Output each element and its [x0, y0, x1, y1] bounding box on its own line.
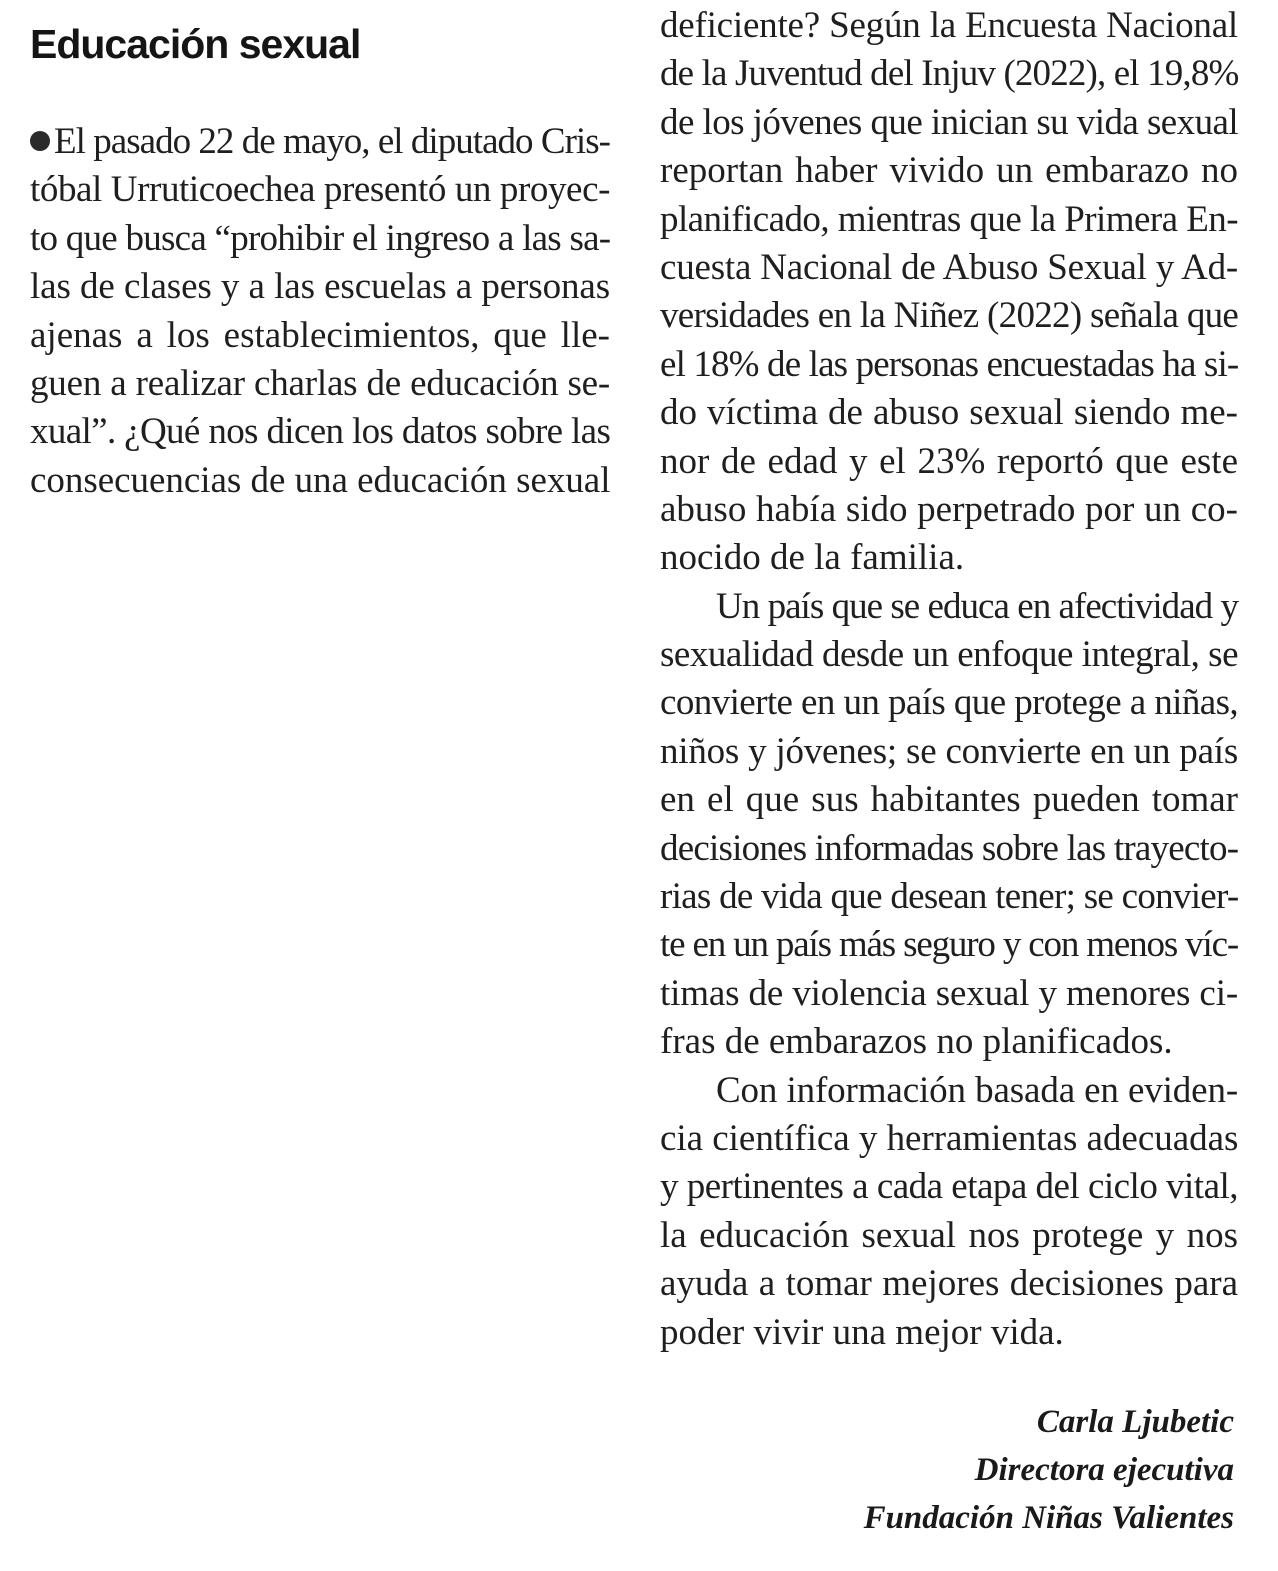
bullet-icon	[30, 131, 50, 151]
text-line: niños y jóvenes; se convierte en un país	[660, 730, 1238, 772]
text-line: fras de embarazos no planificados.	[660, 1021, 1173, 1063]
text-line: do víctima de abuso sexual siendo me-	[660, 392, 1238, 434]
text-line: ajenas a los establecimientos, que lle-	[30, 314, 610, 356]
text-line: deficiente? Según la Encuesta Nacional	[660, 5, 1238, 46]
text-line: guen a realizar charlas de educación se-	[30, 362, 610, 404]
text-line: decisiones informadas sobre las trayecto-	[660, 827, 1239, 869]
text-line: reportan haber vivido un embarazo no	[660, 150, 1238, 192]
text-line: versidades en la Niñez (2022) señala que	[660, 295, 1239, 337]
text-line-content: El pasado 22 de mayo, el diputado Cris-	[54, 121, 610, 162]
author-role: Directora ejecutiva	[974, 1452, 1234, 1488]
signature-block	[864, 1398, 1234, 1542]
text-line: de los jóvenes que inician su vida sexual	[660, 101, 1239, 143]
right-column	[660, 2, 1238, 1357]
text-line: rias de vida que desean tener; se convier-	[660, 876, 1239, 918]
text-line: cia científica y herramientas adecuadas	[660, 1117, 1239, 1159]
text-line: las de clases y a las escuelas a personas	[30, 266, 610, 308]
text-line: timas de violencia sexual y menores ci-	[660, 972, 1238, 1014]
text-line: planificado, mientras que la Primera En-	[660, 198, 1239, 240]
text-line: xual”. ¿Qué nos dicen los datos sobre las	[30, 411, 611, 453]
text-line: Un país que se educa en afectividad y	[716, 585, 1238, 627]
text-line: en el que sus habitantes pueden tomar	[660, 779, 1238, 821]
text-line: cuesta Nacional de Abuso Sexual y Ad-	[660, 246, 1238, 288]
text-line: y pertinentes a cada etapa del ciclo vital,	[660, 1166, 1238, 1208]
text-line: la educación sexual nos protege y nos	[660, 1214, 1238, 1256]
text-line	[30, 118, 610, 166]
text-line: te en un país más seguro y con menos víc-	[660, 924, 1238, 966]
text-line: consecuencias de una educación sexual	[30, 459, 611, 501]
text-line: nocido de la familia.	[660, 537, 965, 579]
text-line: abuso había sido perpetrado por un co-	[660, 488, 1238, 530]
text-line: ayuda a tomar mejores decisiones para	[660, 1263, 1238, 1305]
text-line: sexualidad desde un enfoque integral, se	[660, 634, 1238, 676]
text-line: de la Juventud del Injuv (2022), el 19,8%	[660, 53, 1239, 95]
text-line: nor de edad y el 23% reportó que este	[660, 440, 1238, 482]
text-line: el 18% de las personas encuestadas ha si-	[660, 343, 1239, 385]
text-line: poder vivir una mejor vida.	[660, 1311, 1064, 1353]
text-line: tóbal Urruticoechea presentó un proyec-	[30, 169, 610, 211]
text-line: to que busca “prohibir el ingreso a las sa-	[30, 217, 611, 259]
left-column	[30, 118, 610, 505]
text-line: Con información basada en eviden-	[716, 1069, 1239, 1111]
text-line: convierte en un país que protege a niñas,	[660, 682, 1239, 724]
author-organization: Fundación Niñas Valientes	[863, 1500, 1234, 1536]
author-name: Carla Ljubetic	[1036, 1404, 1234, 1440]
article-title: Educación sexual	[30, 21, 361, 67]
